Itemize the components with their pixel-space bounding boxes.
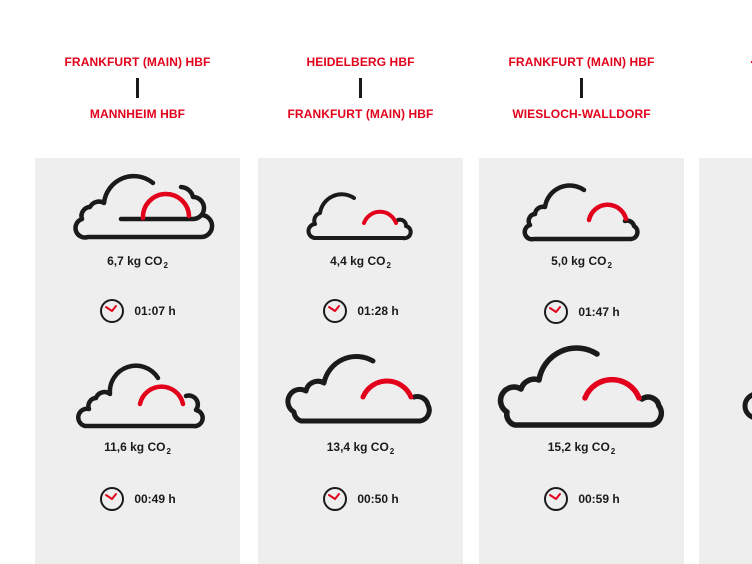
cloud-icon bbox=[258, 345, 463, 430]
travel-duration bbox=[35, 298, 240, 324]
route-column-3 bbox=[479, 0, 684, 564]
cloud-icon bbox=[479, 338, 684, 430]
clock-icon bbox=[322, 298, 348, 324]
co2-value bbox=[479, 254, 684, 270]
travel-duration bbox=[258, 298, 463, 324]
origin-station: HEIDELBERG HBF bbox=[306, 55, 415, 69]
travel-duration bbox=[35, 486, 240, 512]
travel-duration bbox=[479, 299, 684, 325]
duration-text: 00:59 h bbox=[578, 492, 620, 506]
co2-subscript: 2 bbox=[163, 261, 168, 270]
route-column-2 bbox=[258, 0, 463, 564]
co2-amount: 13,4 kg CO bbox=[326, 440, 389, 454]
co2-subscript: 2 bbox=[389, 447, 395, 456]
clock-icon bbox=[322, 486, 348, 512]
origin-station: FRANKFURT (MAIN) HBF bbox=[64, 55, 211, 69]
co2-value bbox=[258, 254, 463, 270]
co2-subscript: 2 bbox=[607, 261, 612, 270]
travel-duration bbox=[479, 486, 684, 512]
duration-text: 00:50 h bbox=[357, 492, 399, 506]
route-connector-line bbox=[136, 78, 139, 98]
co2-amount: 6,7 kg CO bbox=[107, 254, 163, 268]
destination-station: FRANKFURT (MAIN) HBF bbox=[287, 107, 434, 121]
duration-text: 01:07 h bbox=[134, 304, 176, 318]
origin-station: FRANKFURT (MAIN) HBF bbox=[508, 55, 655, 69]
co2-value bbox=[258, 440, 463, 456]
co2-value bbox=[35, 254, 240, 270]
co2-amount: 11,6 kg CO bbox=[104, 440, 166, 454]
destination-station: WIESLOCH-WALLDORF bbox=[512, 107, 651, 121]
destination-station: MANNHEIM HBF bbox=[89, 107, 186, 121]
co2-subscript: 2 bbox=[166, 447, 171, 456]
duration-text: 01:28 h bbox=[357, 304, 399, 318]
route-connector-line bbox=[359, 78, 362, 98]
cloud-icon bbox=[729, 386, 752, 426]
cloud-icon bbox=[479, 175, 684, 250]
co2-subscript: 2 bbox=[386, 261, 391, 270]
clock-icon bbox=[543, 299, 569, 325]
clock-icon bbox=[543, 486, 569, 512]
route-column-4-partial bbox=[699, 0, 752, 564]
co2-amount: 4,4 kg CO bbox=[330, 254, 386, 268]
clock-icon bbox=[99, 486, 125, 512]
travel-duration bbox=[258, 486, 463, 512]
cloud-icon bbox=[35, 360, 240, 440]
route-connector-line bbox=[580, 78, 583, 98]
cloud-icon bbox=[35, 170, 240, 250]
co2-amount: 15,2 kg CO bbox=[547, 440, 610, 454]
co2-value bbox=[479, 440, 684, 456]
duration-text: 00:49 h bbox=[134, 492, 176, 506]
co2-subscript: 2 bbox=[610, 447, 616, 456]
clock-icon bbox=[99, 298, 125, 324]
co2-amount: 5,0 kg CO bbox=[551, 254, 607, 268]
route-column-1 bbox=[35, 0, 240, 564]
emissions-panel bbox=[699, 158, 752, 564]
cloud-icon bbox=[258, 180, 463, 250]
duration-text: 01:47 h bbox=[578, 305, 620, 319]
co2-value bbox=[35, 440, 240, 456]
